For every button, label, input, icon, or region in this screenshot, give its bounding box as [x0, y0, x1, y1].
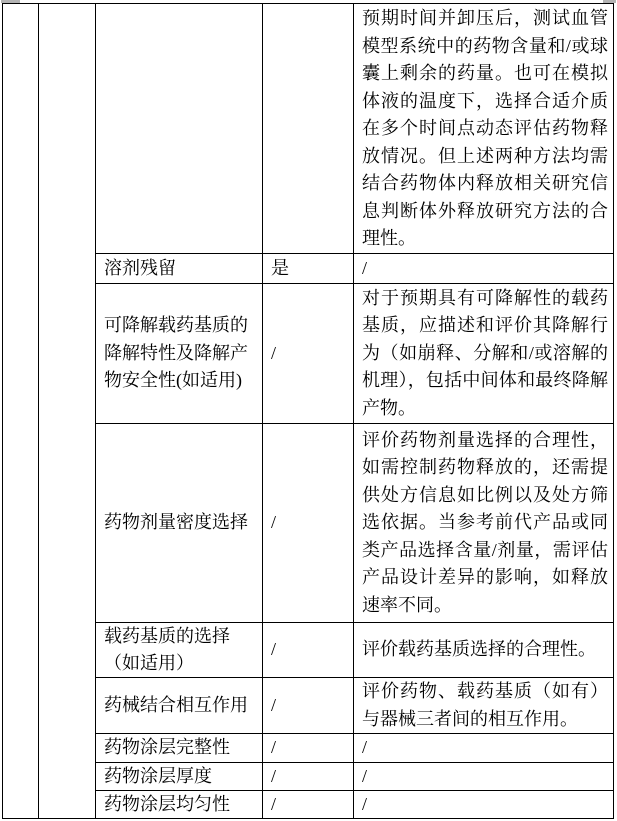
value-text-row6: /	[271, 694, 277, 715]
value-text-row3: /	[271, 342, 277, 363]
value-text-row7: /	[271, 737, 277, 758]
value-text-row4: /	[271, 512, 277, 533]
item-cell-row2	[96, 254, 263, 284]
note-cell-row1	[354, 4, 613, 254]
item-cell-row9	[96, 791, 263, 818]
note-cell-row9	[354, 791, 613, 818]
note-text-row4: 评价药物剂量选择的合理性，如需控制药物释放的，还需提供处方信息如比例以及处方筛选依据。当参考前代产品或同类产品选择含量/剂量，需评估产品设计差异的影响，如释放速率不同。	[362, 429, 608, 615]
note-text-row3: 对于预期具有可降解性的载药基质，应描述和评价其降解行为（如崩释、分解和/或溶解的机理），包括中间体和最终降解产物。	[362, 287, 608, 418]
item-cell-row5	[96, 623, 263, 678]
value-cell-row1	[263, 4, 354, 254]
merged-empty-column-1	[3, 4, 39, 818]
value-cell-row7	[263, 734, 354, 763]
item-text-row9: 药物涂层均匀性	[104, 793, 230, 814]
note-cell-row3	[354, 284, 613, 424]
item-text-row8: 药物涂层厚度	[104, 765, 212, 786]
value-cell-row6	[263, 678, 354, 734]
value-cell-row9	[263, 791, 354, 818]
value-cell-row3	[263, 284, 354, 424]
item-cell-row1	[96, 4, 263, 254]
item-text-row3: 可降解载药基质的降解特性及降解产物安全性(如适用)	[104, 315, 248, 391]
item-cell-row4	[96, 424, 263, 623]
value-cell-row8	[263, 763, 354, 791]
note-text-row2: /	[362, 257, 368, 278]
merged-empty-column-2	[39, 4, 96, 818]
item-text-row4: 药物剂量密度选择	[104, 512, 248, 533]
item-text-row2: 溶剂残留	[104, 257, 176, 278]
value-text-row2: 是	[271, 257, 289, 278]
note-cell-row8	[354, 763, 613, 791]
note-cell-row2	[354, 254, 613, 284]
note-cell-row6	[354, 678, 613, 734]
item-text-row5: 载药基质的选择（如适用）	[104, 625, 230, 673]
note-text-row5: 评价载药基质选择的合理性。	[362, 639, 596, 660]
item-text-row6: 药械结合相互作用	[104, 694, 248, 715]
note-cell-row4	[354, 424, 613, 623]
value-text-row9: /	[271, 793, 277, 814]
item-cell-row3	[96, 284, 263, 424]
value-text-row8: /	[271, 765, 277, 786]
item-cell-row6	[96, 678, 263, 734]
value-text-row5: /	[271, 639, 277, 660]
note-text-row1: 预期时间并卸压后，测试血管模型系统中的药物含量和/或球囊上剩余的药量。也可在模拟体液的温度下，选择合适介质在多个时间点动态评估药物释放情况。但上述两种方法均需结合药物体内释放相关研究信息判断体外释放研究方法的合理性。	[362, 8, 608, 248]
note-text-row9: /	[362, 793, 368, 814]
note-text-row7: /	[362, 737, 368, 758]
item-cell-row7	[96, 734, 263, 763]
value-cell-row4	[263, 424, 354, 623]
value-cell-row2	[263, 254, 354, 284]
requirements-table	[2, 3, 614, 819]
note-cell-row5	[354, 623, 613, 678]
note-cell-row7	[354, 734, 613, 763]
note-text-row6: 评价药物、载药基质（如有）与器械三者间的相互作用。	[362, 681, 608, 729]
note-text-row8: /	[362, 765, 368, 786]
item-cell-row8	[96, 763, 263, 791]
item-text-row7: 药物涂层完整性	[104, 737, 230, 758]
value-cell-row5	[263, 623, 354, 678]
